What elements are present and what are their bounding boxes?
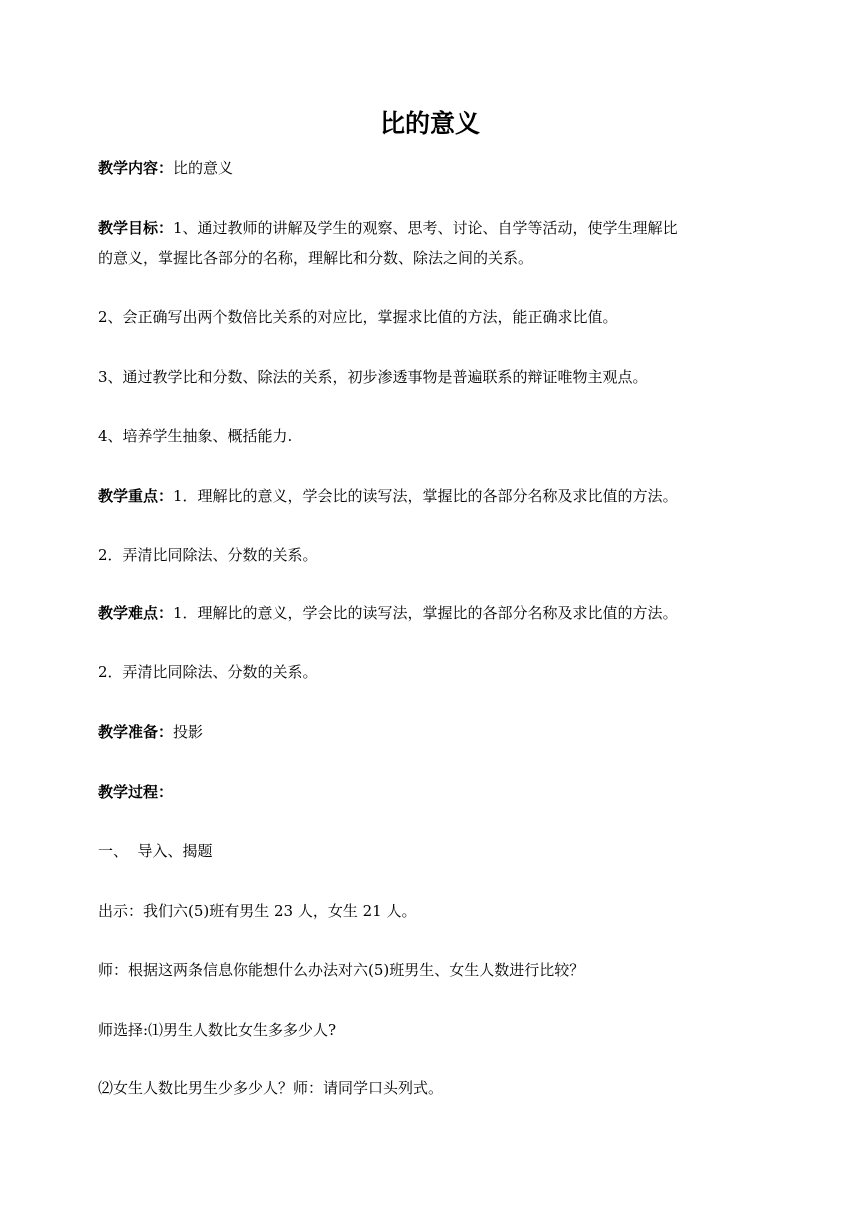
teaching-goals-item-4: 4、培养学生抽象、概括能力. [98,427,293,445]
teaching-goals-item-2: 2、会正确写出两个数倍比关系的对应比，掌握求比值的方法，能正确求比值。 [98,308,618,326]
preparation-text: 投影 [173,723,204,741]
teaching-content-label: 教学内容： [98,159,174,177]
question-2-paragraph: ⑵女生人数比男生少多少人？师：请同学口头列式。 [98,1079,444,1097]
key-points-label: 教学重点： [98,487,174,505]
difficulties-item-2: 2．弄清比同除法、分数的关系。 [98,663,318,681]
difficulties-item-1: 1．理解比的意义，学会比的读写法，掌握比的各部分名称及求比值的方法。 [173,604,678,622]
teaching-goals-item-3: 3、通过教学比和分数、除法的关系，初步渗透事物是普遍联系的辩证唯物主观点。 [98,368,648,386]
page-title: 比的意义 [379,109,480,138]
key-points-paragraph [98,481,768,511]
difficulties-paragraph [98,598,768,628]
process-paragraph [98,777,768,807]
teaching-goals-item-1: 1、通过教师的讲解及学生的观察、思考、讨论、自学等活动，使学生理解比 [173,219,678,237]
teaching-goals-item-1-continued: 的意义，掌握比各部分的名称，理解比和分数、除法之间的关系。 [98,249,534,267]
difficulties-label: 教学难点： [98,604,174,622]
preparation-paragraph [98,717,768,747]
teaching-goals-label: 教学目标： [98,219,174,237]
key-points-item-1: 1．理解比的意义，学会比的读写法，掌握比的各部分名称及求比值的方法。 [173,487,678,505]
key-points-item-2: 2．弄清比同除法、分数的关系。 [98,546,318,564]
preparation-label: 教学准备： [98,723,174,741]
teaching-goals-paragraph [98,213,768,243]
teaching-content-text: 比的意义 [173,159,234,177]
section-1-heading: 一、 导入、揭题 [98,842,213,860]
teacher-choose-paragraph: 师选择:⑴男生人数比女生多多少人? [98,1021,337,1039]
show-paragraph: 出示：我们六(5)班有男生 23 人，女生 21 人。 [98,902,417,920]
teaching-content-paragraph [98,153,768,183]
process-label: 教学过程： [98,783,174,801]
teacher-question-paragraph: 师：根据这两条信息你能想什么办法对六(5)班男生、女生人数进行比较？ [98,961,585,979]
